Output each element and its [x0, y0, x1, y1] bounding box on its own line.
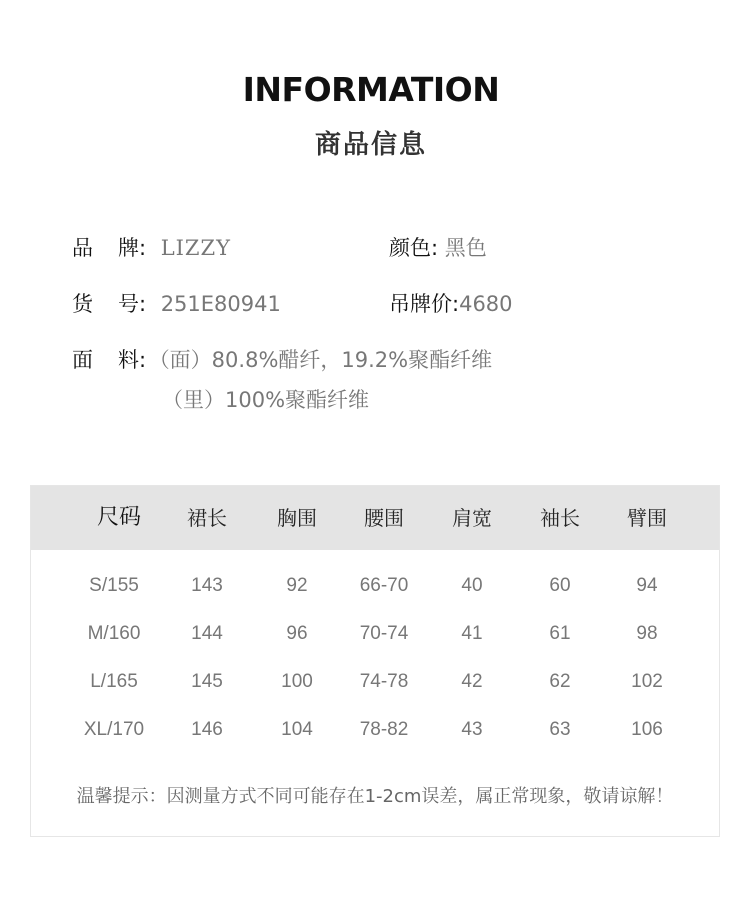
- table-cell: 66-70: [359, 575, 409, 596]
- page-title-english: INFORMATION: [242, 70, 500, 109]
- table-cell: XL/170: [83, 719, 145, 740]
- fabric-lining-row: [162, 386, 369, 414]
- size-table-header: [31, 486, 719, 550]
- item-number-value: 251E80941: [160, 292, 281, 316]
- tag-price-value: 4680: [459, 292, 513, 316]
- table-cell: 43: [461, 719, 483, 740]
- header-sleeve-length: 袖长: [540, 506, 580, 530]
- brand-label: 品 牌:: [72, 236, 147, 260]
- header-bust: 胸围: [277, 506, 317, 530]
- table-cell: M/160: [87, 623, 141, 644]
- header-size: 尺码: [96, 505, 141, 530]
- size-table: [30, 485, 720, 837]
- table-cell: S/155: [89, 575, 139, 596]
- table-cell: 106: [631, 719, 663, 740]
- tag-price-label: 吊牌价:: [389, 292, 460, 316]
- table-cell: 61: [549, 623, 571, 644]
- table-cell: 41: [461, 623, 483, 644]
- table-cell: 144: [191, 623, 223, 644]
- header-shoulder: 肩宽: [452, 506, 492, 530]
- page-title-chinese: 商品信息: [314, 130, 427, 160]
- table-cell: 146: [191, 719, 223, 740]
- fabric-label: 面 料:: [72, 348, 147, 372]
- header-arm-circumference: 臂围: [627, 506, 667, 530]
- item-number-row: [72, 290, 281, 318]
- fabric-outer-value: （面）80.8%醋纤，19.2%聚酯纤维: [148, 348, 493, 372]
- table-cell: 98: [636, 623, 658, 644]
- table-cell: 70-74: [359, 623, 409, 644]
- table-cell: 74-78: [359, 671, 409, 692]
- brand-row: [72, 234, 231, 262]
- table-cell: 42: [461, 671, 483, 692]
- table-cell: L/165: [90, 671, 138, 692]
- header-dress-length: 裙长: [187, 506, 227, 530]
- table-cell: 62: [549, 671, 571, 692]
- color-row: [389, 234, 487, 262]
- table-cell: 40: [461, 575, 483, 596]
- table-cell: 78-82: [359, 719, 409, 740]
- table-cell: 104: [281, 719, 313, 740]
- color-value: 黑色: [444, 236, 487, 260]
- table-cell: 102: [631, 671, 663, 692]
- table-cell: 94: [636, 575, 658, 596]
- table-cell: 100: [281, 671, 313, 692]
- table-cell: 96: [286, 623, 308, 644]
- table-cell: 143: [191, 575, 223, 596]
- tag-price-row: [389, 290, 513, 318]
- header-waist: 腰围: [364, 506, 404, 530]
- fabric-lining-value: （里）100%聚酯纤维: [162, 388, 370, 412]
- measurement-note: 温馨提示：因测量方式不同可能存在1-2cm误差，属正常现象，敬请谅解！: [76, 786, 674, 807]
- table-cell: 92: [286, 575, 308, 596]
- table-cell: 60: [549, 575, 571, 596]
- item-number-label: 货 号:: [72, 292, 147, 316]
- brand-value: LIZZY: [160, 236, 231, 260]
- color-label: 颜色:: [389, 236, 439, 260]
- fabric-row: [72, 346, 492, 374]
- table-cell: 63: [549, 719, 571, 740]
- table-cell: 145: [191, 671, 223, 692]
